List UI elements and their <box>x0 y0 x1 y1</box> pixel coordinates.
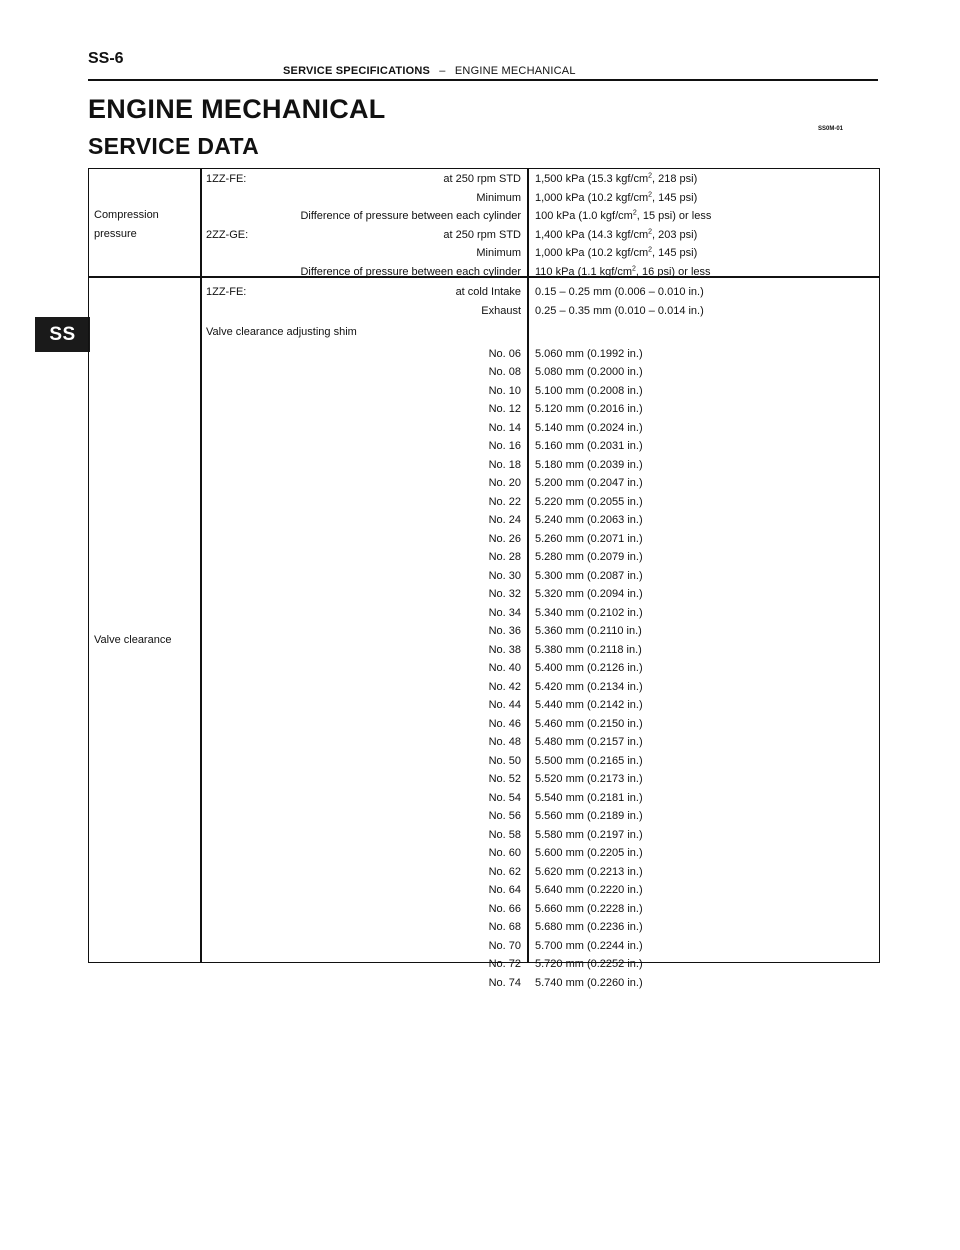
shim-row <box>206 752 521 771</box>
condition-label: at 250 rpm STD <box>443 228 521 241</box>
shim-row <box>206 345 521 364</box>
shim-row <box>206 918 521 937</box>
shim-thickness: 5.660 mm (0.2228 in.) <box>535 902 643 915</box>
shim-row <box>206 715 521 734</box>
compression-spec-row <box>206 263 521 282</box>
condition-label: at 250 rpm STD <box>443 173 521 185</box>
page-subtitle: SERVICE DATA <box>88 133 260 159</box>
valve-spec-row <box>206 283 521 302</box>
compression-value: 1,500 kPa (15.3 kgf/$cm^2$, 218 psi) <box>535 172 698 185</box>
shim-thickness: 5.320 mm (0.2094 in.) <box>535 588 643 600</box>
shim-number: No. 24 <box>488 514 521 526</box>
shim-thickness: 5.300 mm (0.2087 in.) <box>535 569 643 582</box>
shim-number: No. 68 <box>488 921 521 933</box>
shim-row <box>206 937 521 956</box>
shim-thickness: 5.500 mm (0.2165 in.) <box>535 754 643 767</box>
shim-thickness: 5.460 mm (0.2150 in.) <box>535 717 643 730</box>
shim-thickness: 5.440 mm (0.2142 in.) <box>535 699 643 711</box>
shim-number: No. 14 <box>488 421 521 434</box>
condition-label: Minimum <box>476 191 521 204</box>
shim-thickness: 5.620 mm (0.2213 in.) <box>535 865 643 878</box>
shim-row <box>206 881 521 900</box>
shim-row <box>206 567 521 586</box>
shim-row <box>206 530 521 549</box>
valve-value: 0.15 – 0.25 mm (0.006 – 0.010 in.) <box>535 286 704 298</box>
shim-row <box>206 622 521 641</box>
shim-row <box>206 696 521 715</box>
shim-number: No. 70 <box>488 939 521 952</box>
shim-number: No. 72 <box>488 958 521 970</box>
compression-spec-row <box>206 244 521 263</box>
shim-number: No. 20 <box>488 477 521 489</box>
engine-label: 2ZZ-GE: <box>206 228 249 241</box>
compression-spec-row <box>206 189 521 208</box>
shim-number: No. 46 <box>488 717 521 730</box>
shim-thickness: 5.060 mm (0.1992 in.) <box>535 347 643 360</box>
shim-number: No. 60 <box>488 847 521 859</box>
shim-number: No. 64 <box>488 884 521 896</box>
condition-label: Difference of pressure between each cylinder <box>300 210 521 222</box>
shim-thickness: 5.380 mm (0.2118 in.) <box>535 643 642 656</box>
page-number: SS-6 <box>88 50 124 67</box>
running-head <box>283 65 576 77</box>
shim-row <box>206 863 521 882</box>
shim-thickness: 5.520 mm (0.2173 in.) <box>535 773 643 785</box>
shim-thickness: 5.400 mm (0.2126 in.) <box>535 662 643 674</box>
shim-thickness: 5.100 mm (0.2008 in.) <box>535 384 643 397</box>
compression-value: 1,000 kPa (10.2 kgf/$cm^2$, 145 psi) <box>535 246 698 259</box>
shim-number: No. 16 <box>488 440 521 452</box>
shim-thickness: 5.420 mm (0.2134 in.) <box>535 680 643 693</box>
shim-thickness: 5.140 mm (0.2024 in.) <box>535 421 643 434</box>
shim-row <box>206 382 521 401</box>
shim-thickness: 5.720 mm (0.2252 in.) <box>535 958 643 970</box>
shim-thickness: 5.600 mm (0.2205 in.) <box>535 847 643 859</box>
shim-row <box>206 807 521 826</box>
shim-row <box>206 456 521 475</box>
shim-thickness: 5.540 mm (0.2181 in.) <box>535 791 643 804</box>
column-divider <box>200 169 202 962</box>
shim-thickness: 5.180 mm (0.2039 in.) <box>535 458 643 471</box>
shim-row <box>206 641 521 660</box>
shim-number: No. 06 <box>488 347 521 360</box>
shim-thickness: 5.120 mm (0.2016 in.) <box>535 403 643 415</box>
section-tab: SS <box>35 317 90 352</box>
shim-number: No. 28 <box>488 551 521 563</box>
shim-thickness: 5.240 mm (0.2063 in.) <box>535 514 643 526</box>
shim-number: No. 12 <box>488 403 521 415</box>
shim-row <box>206 363 521 382</box>
shim-row <box>206 955 521 974</box>
condition-label: Minimum <box>476 247 521 259</box>
shim-thickness: 5.480 mm (0.2157 in.) <box>535 736 643 748</box>
shim-thickness: 5.340 mm (0.2102 in.) <box>535 606 643 619</box>
shim-row <box>206 585 521 604</box>
compression-spec-row <box>206 226 521 245</box>
shim-row <box>206 474 521 493</box>
condition-label: Exhaust <box>481 304 521 317</box>
shim-number: No. 44 <box>488 699 521 711</box>
shim-thickness: 5.680 mm (0.2236 in.) <box>535 921 643 933</box>
shim-number: No. 34 <box>488 606 521 619</box>
column-divider <box>527 169 529 962</box>
shim-row <box>206 770 521 789</box>
header-rule <box>88 79 878 81</box>
shim-row <box>206 419 521 438</box>
compression-value: 1,000 kPa (10.2 kgf/$cm^2$, 145 psi) <box>535 190 698 204</box>
running-head-section: SERVICE SPECIFICATIONS <box>283 65 431 77</box>
shim-thickness: 5.700 mm (0.2244 in.) <box>535 939 643 952</box>
shim-number: No. 18 <box>488 458 521 471</box>
shim-thickness: 5.640 mm (0.2220 in.) <box>535 884 643 896</box>
condition-label: Difference of pressure between each cylinder <box>300 265 521 278</box>
engine-label: 1ZZ-FE: <box>206 173 247 185</box>
shim-row <box>206 400 521 419</box>
shim-row <box>206 604 521 623</box>
compression-value: 100 kPa (1.0 kgf/$cm^2$, 15 psi) or less <box>535 209 712 222</box>
shim-row <box>206 974 521 993</box>
shim-number: No. 30 <box>488 569 521 582</box>
valve-value: 0.25 – 0.35 mm (0.010 – 0.014 in.) <box>535 304 704 317</box>
compression-spec-row <box>206 170 521 189</box>
compression-spec-row <box>206 207 521 226</box>
shim-number: No. 52 <box>488 773 521 785</box>
shim-row <box>206 659 521 678</box>
valve-item-label: Valve clearance <box>94 634 172 647</box>
compression-value: 110 kPa (1.1 kgf/$cm^2$, 16 psi) or less <box>535 264 711 278</box>
shim-row <box>206 678 521 697</box>
shim-number: No. 74 <box>488 976 521 989</box>
shim-thickness: 5.740 mm (0.2260 in.) <box>535 976 643 989</box>
shim-row <box>206 900 521 919</box>
compression-item-label <box>94 206 159 243</box>
shim-number: No. 32 <box>488 588 521 600</box>
compression-value: 1,400 kPa (14.3 kgf/$cm^2$, 203 psi) <box>535 227 698 241</box>
doc-code: SS0M-01 <box>818 126 844 132</box>
shim-thickness: 5.360 mm (0.2110 in.) <box>535 625 642 637</box>
shim-thickness: 5.580 mm (0.2197 in.) <box>535 828 643 841</box>
shim-number: No. 62 <box>488 865 521 878</box>
shim-number: No. 40 <box>488 662 521 674</box>
shim-row <box>206 511 521 530</box>
shim-number: No. 08 <box>488 366 521 378</box>
shim-number: No. 54 <box>488 791 521 804</box>
shim-row <box>206 493 521 512</box>
shim-thickness: 5.220 mm (0.2055 in.) <box>535 495 643 508</box>
shim-row <box>206 826 521 845</box>
shim-thickness: 5.560 mm (0.2189 in.) <box>535 810 643 822</box>
shim-heading-text: Valve clearance adjusting shim <box>206 326 357 338</box>
shim-row <box>206 844 521 863</box>
compression-item-line: pressure <box>94 227 137 240</box>
shim-thickness: 5.200 mm (0.2047 in.) <box>535 477 643 489</box>
shim-number: No. 58 <box>488 828 521 841</box>
shim-number: No. 42 <box>488 680 521 693</box>
shim-thickness: 5.160 mm (0.2031 in.) <box>535 440 643 452</box>
shim-number: No. 56 <box>488 810 521 822</box>
shim-heading <box>206 323 521 342</box>
compression-item-line: Compression <box>94 209 159 222</box>
running-head-topic: ENGINE MECHANICAL <box>454 65 576 77</box>
shim-thickness: 5.080 mm (0.2000 in.) <box>535 366 643 378</box>
shim-row <box>206 548 521 567</box>
shim-number: No. 50 <box>488 754 521 767</box>
valve-spec-row <box>206 302 521 321</box>
shim-number: No. 38 <box>488 643 521 656</box>
shim-number: No. 22 <box>488 495 521 508</box>
shim-number: No. 66 <box>488 902 521 915</box>
shim-number: No. 48 <box>488 736 521 748</box>
condition-label: at cold Intake <box>455 286 521 298</box>
shim-number: No. 26 <box>488 532 521 545</box>
shim-row <box>206 789 521 808</box>
specifications-table <box>88 168 880 989</box>
page-title: ENGINE MECHANICAL <box>88 94 386 124</box>
shim-row <box>206 733 521 752</box>
shim-thickness: 5.260 mm (0.2071 in.) <box>535 532 643 545</box>
shim-row <box>206 437 521 456</box>
engine-label: 1ZZ-FE: <box>206 286 247 298</box>
shim-number: No. 10 <box>488 384 521 397</box>
shim-thickness: 5.280 mm (0.2079 in.) <box>535 551 643 563</box>
running-head-separator: – <box>439 65 446 77</box>
shim-number: No. 36 <box>488 625 521 637</box>
